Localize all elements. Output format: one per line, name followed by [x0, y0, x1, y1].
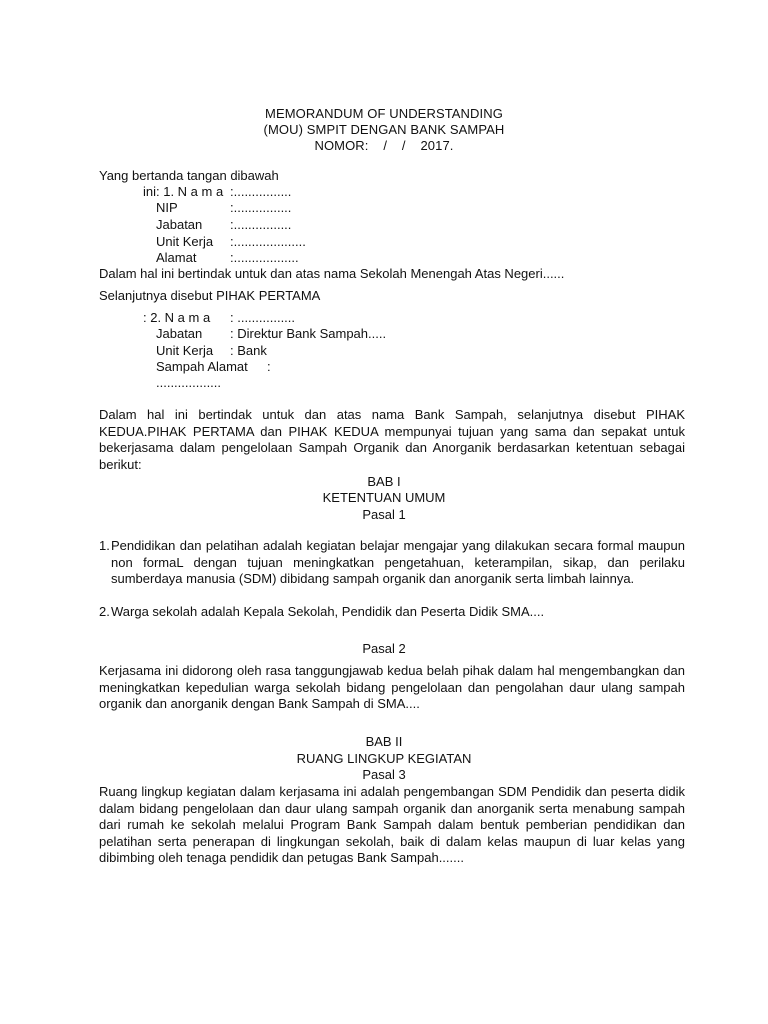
party1-jabatan-value: :................	[230, 217, 292, 232]
party2-unit-label: Unit Kerja	[156, 343, 214, 358]
bab2-heading: BAB II	[365, 734, 403, 749]
pasal1-item-1	[99, 538, 685, 588]
list-item-text: Warga sekolah adalah Kepala Sekolah, Pendidik dan Peserta Didik SMA....	[111, 604, 545, 619]
intro-line: Yang bertanda tangan dibawah	[99, 168, 279, 183]
party1-act: Dalam hal ini bertindak untuk dan atas nama Sekolah Menengah Atas Negeri......	[99, 266, 565, 281]
party2-jabatan-label: Jabatan	[156, 326, 203, 341]
party2-nama-value: : ................	[230, 310, 296, 325]
party2-alamat-value: :	[267, 359, 271, 374]
party2-nama-label: : 2. N a m a	[143, 310, 211, 325]
party1-alamat-value: :..................	[230, 250, 299, 265]
party2-alamat-dots: ..................	[156, 375, 222, 390]
pasal1-item-2	[99, 604, 685, 621]
party1-designation: Selanjutnya disebut PIHAK PERTAMA	[99, 288, 321, 303]
party2-alamat-label: Sampah Alamat	[156, 359, 248, 374]
pasal2-paragraph: Kerjasama ini didorong oleh rasa tanggungjawab kedua belah pihak dalam hal mengembangkan dan meningkatkan kepedulian warga sekolah bidang pengelolaan dan pengolahan daur ulang sampah organik dan anorganik dengan Bank Sampah di SMA....	[99, 663, 685, 711]
paragraph-pihak-kedua: Dalam hal ini bertindak untuk dan atas nama Bank Sampah, selanjutnya disebut PIHAK KEDUA.PIHAK PERTAMA dan PIHAK KEDUA mempunyai tujuan yang sama dan sepakat untuk bekerjasama dalam pengelolaan Sampah Organik dan Anorganik berdasarkan ketentuan sebagai berikut:	[99, 407, 685, 472]
doc-title: MEMORANDUM OF UNDERSTANDING	[265, 106, 503, 121]
party1-nama-label: ini: 1. N a m a	[143, 184, 224, 199]
party1-nip-label: NIP	[156, 200, 178, 215]
party1-nip-value: :................	[230, 200, 292, 215]
bab1-subheading: KETENTUAN UMUM	[322, 490, 446, 505]
party1-unit-label: Unit Kerja	[156, 234, 214, 249]
party1-jabatan-label: Jabatan	[156, 217, 203, 232]
party2-unit-value: : Bank	[230, 343, 267, 358]
pasal2-heading: Pasal 2	[362, 641, 406, 656]
pasal3-paragraph: Ruang lingkup kegiatan dalam kerjasama ini adalah pengembangan SDM Pendidik dan peserta didik dalam bidang pengelolaan dan daur ulang sampah organik dan anorganik serta menabung sampah dari rumah ke sekolah melalui Program Bank Sampah dalam bentuk pemberian pendidikan dan pelatihan serta penerapan di lingkungan sekolah, baik di dalam kelas maupun di luar kelas yang dibimbing oleh tenaga pendidik dan petugas Bank Sampah.......	[99, 784, 685, 865]
party1-nama-value: :................	[230, 184, 292, 199]
doc-subtitle: (MOU) SMPIT DENGAN BANK SAMPAH	[263, 122, 505, 137]
list-number: 2.	[99, 604, 110, 619]
doc-number: NOMOR: / / 2017.	[314, 138, 454, 153]
list-item-text: Pendidikan dan pelatihan adalah kegiatan belajar mengajar yang dilakukan secara formal maupun non formaL dengan tujuan meningkatkan pengetahuan, keterampilan, sikap, dan perilaku sumberdaya manusia (SDM) dibidang sampah organik dan anorganik serta limbah lainnya.	[111, 538, 685, 586]
party1-unit-value: :....................	[230, 234, 306, 249]
list-number: 1.	[99, 538, 110, 553]
party1-alamat-label: Alamat	[156, 250, 197, 265]
bab1-heading: BAB I	[367, 474, 401, 489]
party2-jabatan-value: : Direktur Bank Sampah.....	[230, 326, 387, 341]
pasal3-heading: Pasal 3	[362, 767, 406, 782]
bab2-subheading: RUANG LINGKUP KEGIATAN	[296, 751, 472, 766]
pasal1-heading: Pasal 1	[362, 507, 406, 522]
